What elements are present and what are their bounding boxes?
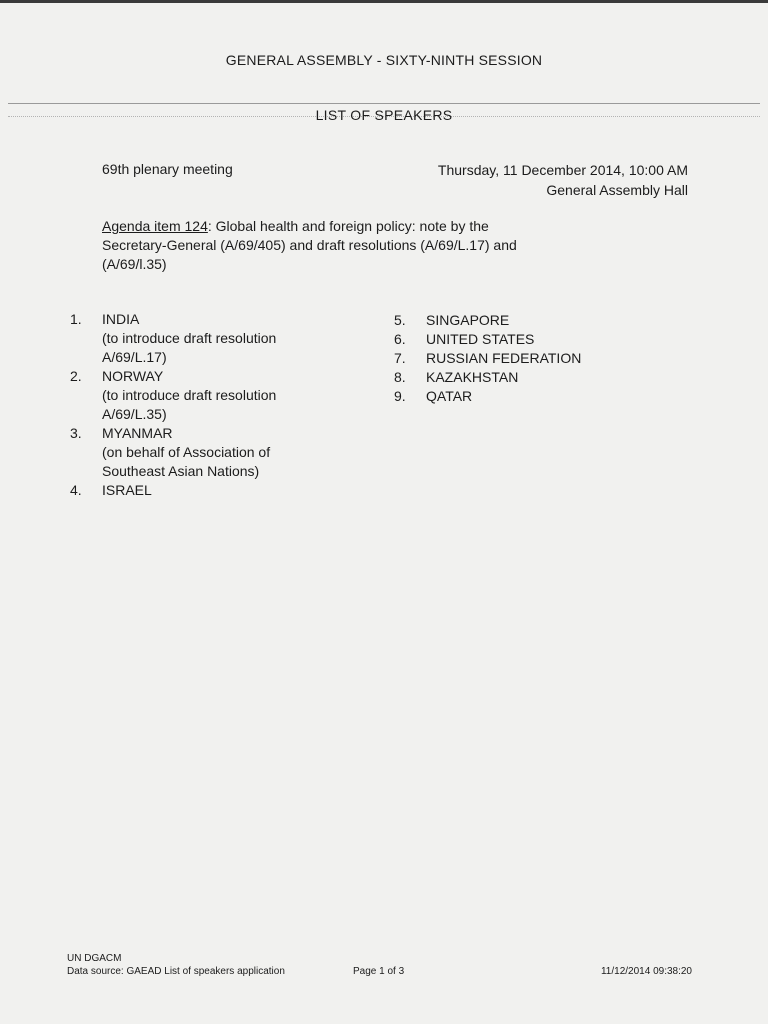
speaker-name: ISRAEL <box>102 482 152 498</box>
agenda-item-label: Agenda item 124 <box>102 218 208 234</box>
speaker-name: RUSSIAN FEDERATION <box>426 350 582 366</box>
footer-timestamp: 11/12/2014 09:38:20 <box>600 966 692 977</box>
meeting-venue: General Assembly Hall <box>546 182 688 198</box>
speaker-entry <box>70 424 330 481</box>
speaker-name: INDIA <box>102 311 140 327</box>
speaker-number: 9. <box>394 388 406 404</box>
meeting-name: 69th plenary meeting <box>102 161 233 177</box>
speaker-name: MYANMAR <box>102 425 173 441</box>
assembly-title: GENERAL ASSEMBLY - SIXTY-NINTH SESSION <box>225 52 543 68</box>
speaker-entry <box>70 367 330 424</box>
speaker-number: 2. <box>70 368 82 384</box>
footer-page-number: Page 1 of 3 <box>353 966 405 977</box>
speaker-entry <box>394 368 654 387</box>
footer-org: UN DGACM <box>67 953 122 964</box>
speaker-entry <box>394 311 654 330</box>
speaker-list-right <box>394 311 654 406</box>
speaker-name: QATAR <box>426 388 473 404</box>
speaker-name: NORWAY <box>102 368 164 384</box>
speaker-list-left <box>70 310 330 500</box>
speaker-number: 4. <box>70 482 82 498</box>
speaker-name: UNITED STATES <box>426 331 535 347</box>
speaker-entry <box>70 481 330 500</box>
speaker-name: KAZAKHSTAN <box>426 369 519 385</box>
speaker-number: 6. <box>394 331 406 347</box>
scan-top-edge <box>0 0 768 3</box>
speaker-note: (to introduce draft resolution A/69/L.35) <box>102 387 277 422</box>
speaker-note: (to introduce draft resolution A/69/L.17) <box>102 330 277 365</box>
speaker-name: SINGAPORE <box>426 312 510 328</box>
speaker-entry <box>394 330 654 349</box>
speaker-number: 3. <box>70 425 82 441</box>
agenda-item-text: : Global health and foreign policy: note by the Secretary-General (A/69/405) and draft resolutions (A/69/L.17) and (A/69/l.35) <box>102 218 517 272</box>
meeting-date: Thursday, 11 December 2014, 10:00 AM <box>437 162 688 178</box>
speaker-number: 8. <box>394 369 406 385</box>
speaker-entry <box>70 310 330 367</box>
footer-source: Data source: GAEAD List of speakers application <box>67 966 285 977</box>
speaker-number: 5. <box>394 312 406 328</box>
header-rule <box>8 103 760 105</box>
speaker-number: 1. <box>70 311 82 327</box>
speaker-number: 7. <box>394 350 406 366</box>
speaker-note: (on behalf of Association of Southeast Asian Nations) <box>102 444 271 479</box>
list-title: LIST OF SPEAKERS <box>315 107 453 123</box>
speaker-entry <box>394 387 654 406</box>
speaker-entry <box>394 349 654 368</box>
agenda-item <box>102 217 542 274</box>
